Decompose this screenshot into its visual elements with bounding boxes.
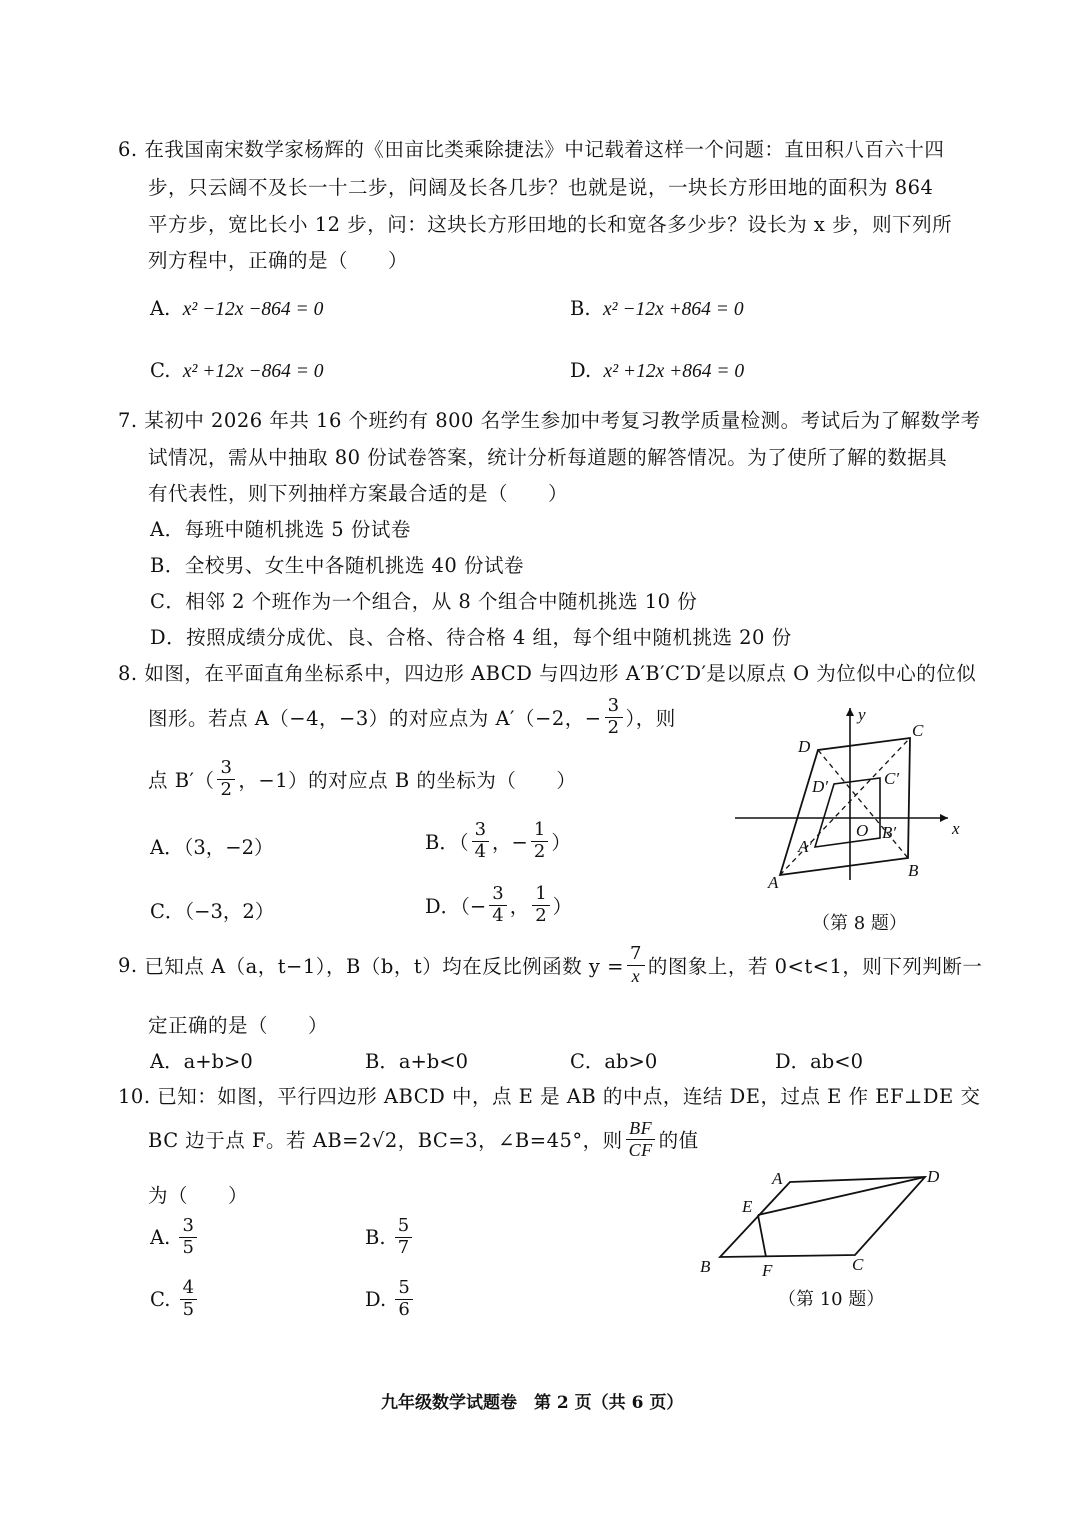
fraction: $\frac{3}{4}$	[489, 884, 506, 926]
q10-line-1: 10. 已知：如图，平行四边形 ABCD 中，点 E 是 AB 的中点，连结 DE，过点 E 作 EF⊥DE 交	[118, 1085, 981, 1108]
label-d: D	[927, 1167, 940, 1186]
q7-option-c[interactable]: C．相邻 2 个班作为一个组合，从 8 个组合中随机挑选 10 份	[150, 590, 698, 613]
q8-option-a[interactable]: A．（3，−2）	[150, 836, 274, 859]
fraction: $\frac{5}{6}$	[395, 1278, 412, 1320]
q10-line-2: BC 边于点 F。若 AB=2√2，BC=3，∠B=45°，则 $\frac{BF}{CF}$ 的值	[148, 1118, 699, 1160]
figure-10-diagram	[690, 1160, 950, 1280]
fraction: $\frac{3}{2}$	[605, 696, 623, 738]
page-footer: 九年级数学试题卷 第 2 页（共 6 页）	[381, 1393, 684, 1413]
figure-10-caption: （第 10 题）	[778, 1289, 885, 1310]
q6-line-1: 6. 在我国南宋数学家杨辉的《田亩比类乘除捷法》中记载着这样一个问题：直田积八百六十四	[118, 138, 945, 161]
q6-option-b[interactable]: B. x² −12x +864 = 0	[570, 297, 744, 320]
q7-option-a[interactable]: A．每班中随机挑选 5 份试卷	[150, 518, 411, 541]
label-o: O	[856, 821, 869, 840]
q10-line-3: 为（ ）	[148, 1184, 249, 1207]
label-b: B	[700, 1257, 711, 1276]
fraction: $\frac{3}{4}$	[472, 820, 489, 862]
label-e: E	[742, 1197, 753, 1216]
q8-option-b[interactable]: B．（ $\frac{3}{4}$ ，− $\frac{1}{2}$ ）	[425, 819, 571, 862]
fraction: $\frac{4}{5}$	[180, 1278, 197, 1320]
label-b-prime: B′	[882, 823, 897, 842]
fraction: $\frac{BF}{CF}$	[626, 1118, 656, 1160]
q7-option-b[interactable]: B．全校男、女生中各随机挑选 40 份试卷	[150, 554, 525, 577]
q6-line-4: 列方程中，正确的是（ ）	[148, 249, 409, 272]
q9-line-2: 定正确的是（ ）	[148, 1014, 329, 1037]
label-x: x	[952, 819, 960, 838]
figure-8-diagram	[730, 700, 970, 900]
q9-line-1: 9. 已知点 A（a，t−1），B（b，t）均在反比例函数 y = $\frac{7}{x}$ 的图象上，若 0<t<1，则下列判断一	[118, 943, 983, 986]
parallelogram-abcd	[720, 1177, 925, 1257]
q10-option-b[interactable]: B. $\frac{5}{7}$	[365, 1216, 415, 1258]
fraction: $\frac{3}{2}$	[217, 758, 235, 800]
question-number: 7.	[118, 409, 138, 432]
q8-line-2: 图形。若点 A（−4，−3）的对应点为 A′（−2，− $\frac{3}{2}$ ），则	[148, 695, 676, 738]
segment-de	[758, 1177, 925, 1215]
question-number: 6.	[118, 138, 138, 161]
q6-option-d[interactable]: D. x² +12x +864 = 0	[570, 359, 745, 382]
y-axis-arrow-icon	[846, 708, 854, 716]
q8-line-1: 8. 如图，在平面直角坐标系中，四边形 ABCD 与四边形 A′B′C′D′是以原点 O 为位似中心的位似	[118, 662, 977, 685]
fraction: $\frac{5}{7}$	[395, 1216, 412, 1258]
question-number: 10.	[118, 1085, 151, 1108]
q6-line-2: 步，只云阔不及长一十二步，问阔及长各几步？也就是说，一块长方形田地的面积为 864	[148, 176, 934, 199]
q10-option-d[interactable]: D. $\frac{5}{6}$	[365, 1278, 416, 1320]
label-y: y	[858, 705, 866, 724]
q7-line-1: 7. 某初中 2026 年共 16 个班约有 800 名学生参加中考复习教学质量检测。考试后为了解数学考	[118, 409, 981, 432]
q9-option-b[interactable]: B．a+b<0	[365, 1050, 469, 1073]
q9-option-c[interactable]: C．ab>0	[570, 1050, 658, 1073]
label-d-prime: D′	[812, 777, 828, 796]
q7-line-3: 有代表性，则下列抽样方案最合适的是（ ）	[148, 482, 569, 505]
q6-option-a[interactable]: A. x² −12x −864 = 0	[150, 297, 324, 320]
q10-option-a[interactable]: A. $\frac{3}{5}$	[150, 1216, 200, 1258]
question-number: 8.	[118, 662, 138, 685]
fraction: $\frac{1}{2}$	[532, 884, 549, 926]
q8-option-c[interactable]: C．（−3，2）	[150, 900, 275, 923]
label-b: B	[908, 861, 919, 880]
x-axis-arrow-icon	[940, 814, 948, 822]
q6-line-3: 平方步，宽比长小 12 步，问：这块长方形田地的长和宽各多少步？设长为 x 步，则下列所	[148, 213, 953, 236]
label-a: A	[768, 873, 779, 892]
fraction: $\frac{3}{5}$	[179, 1216, 196, 1258]
figure-8-caption: （第 8 题）	[812, 913, 907, 934]
q6-option-c[interactable]: C. x² +12x −864 = 0	[150, 359, 324, 382]
fraction: $\frac{1}{2}$	[531, 820, 548, 862]
q8-option-d[interactable]: D．（− $\frac{3}{4}$ ， $\frac{1}{2}$ ）	[425, 883, 573, 926]
label-c-prime: C′	[884, 769, 900, 788]
segment-ef	[758, 1215, 766, 1257]
label-a: A	[772, 1169, 783, 1188]
q7-line-2: 试情况，需从中抽取 80 份试卷答案，统计分析每道题的解答情况。为了使所了解的数据具	[148, 446, 948, 469]
label-c: C	[912, 721, 924, 740]
label-a-prime: A′	[798, 837, 813, 856]
fraction: $\frac{7}{x}$	[627, 944, 645, 986]
question-number: 9.	[118, 953, 138, 977]
q10-option-c[interactable]: C. $\frac{4}{5}$	[150, 1278, 200, 1320]
q9-option-a[interactable]: A．a+b>0	[150, 1050, 253, 1073]
q8-line-3: 点 B′（ $\frac{3}{2}$ ，−1）的对应点 B 的坐标为（ ）	[148, 757, 577, 800]
label-c: C	[852, 1255, 864, 1274]
label-f: F	[762, 1261, 773, 1280]
q9-option-d[interactable]: D．ab<0	[775, 1050, 863, 1073]
label-d: D	[798, 737, 811, 756]
q7-option-d[interactable]: D．按照成绩分成优、良、合格、待合格 4 组，每个组中随机挑选 20 份	[150, 626, 792, 649]
